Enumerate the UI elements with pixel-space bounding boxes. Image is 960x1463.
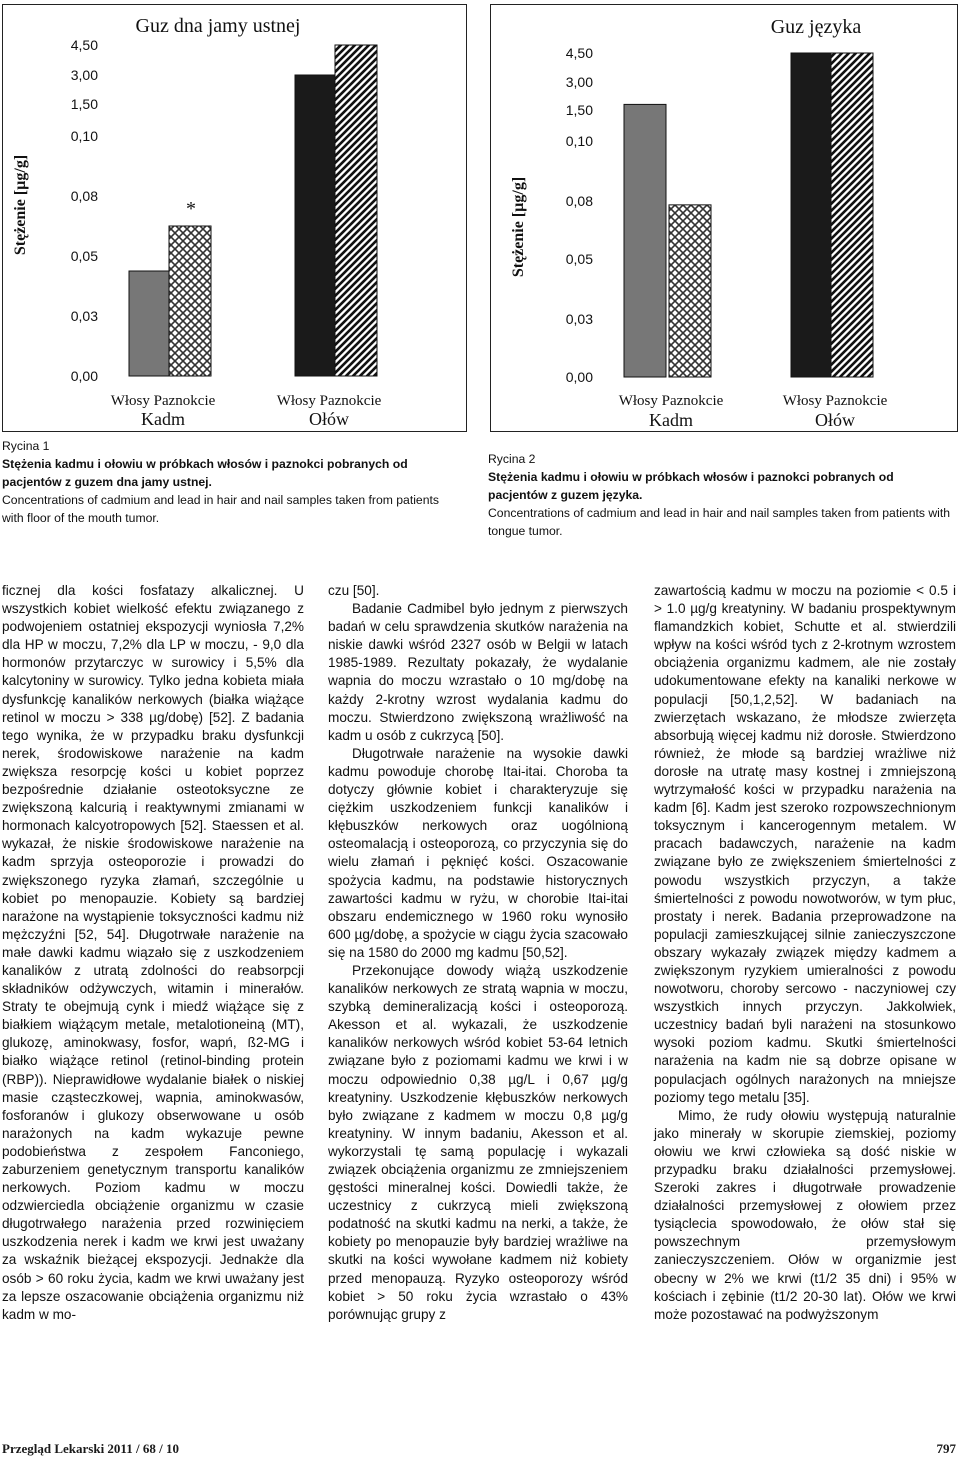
bar-ołów-nails [335, 45, 377, 376]
y-tick-label: 1,50 [565, 102, 593, 118]
y-tick-label: 0,10 [565, 133, 593, 149]
figure-2-caption-polish: Stężenia kadmu i ołowiu w próbkach włosów i paznokci pobranych od pacjentów z guzem języka. [488, 470, 894, 502]
figure-2-chart [490, 4, 958, 432]
body-column-2 [328, 582, 628, 1324]
y-axis-label: Stężenie [µg/g] [510, 176, 527, 278]
chart-title: Guz dna jamy ustnej [135, 15, 301, 37]
body-column-3 [654, 582, 956, 1324]
significance-marker: * [186, 198, 196, 220]
bar-kadm-nails [169, 226, 211, 376]
y-tick-label: 0,08 [70, 188, 98, 204]
figure-1-caption-english: Concentrations of cadmium and lead in hair and nail samples taken from patients with floor of the mouth tumor. [2, 493, 439, 525]
figure-2-svg [491, 5, 959, 433]
figure-1-caption-polish: Stężenia kadmu i ołowiu w próbkach włosów i paznokci pobranych od pacjentów z guzem dna jamy ustnej. [2, 457, 408, 489]
y-tick-label: 1,50 [70, 96, 98, 112]
bar-ołów-hair [791, 53, 833, 377]
figure-1-chart [2, 4, 467, 432]
bar-kadm-nails [669, 205, 711, 377]
col2-paragraph-3: Długotrwałe narażenie na wysokie dawki kadmu powoduje chorobę Itai-itai. Choroba ta dotyczy głównie kobiet i charakteryzuje się ciężkim uszkodzeniem funkcji kanalików i kłębuszków nerkowych oraz uogólnioną osteomalacją i osteoporozą, co przyczynia się do wielu złamań i pęknięć kości. Oszacowanie spożycia kadmu, na podstawie historycznych zawartości kadmu w ryżu, w chorobie Itai-itai obszaru endemicznego w 1960 roku wynosiło 600 µg/dobę, a spożycie w ciągu życia szacowało się na 1580 do 2000 mg kadmu [50,52]. [328, 745, 628, 960]
y-axis-label: Stężenie [µg/g] [12, 154, 29, 256]
y-tick-label: 0,10 [70, 128, 98, 144]
group-label: Kadm [141, 409, 185, 429]
figure-1-caption [2, 437, 452, 527]
body-column-1 [2, 582, 304, 1324]
col3-paragraph-1: zawartością kadmu w moczu na poziomie < 0.5 i > 1.0 µg/g kreatyniny. W badaniu prospektywnym flamandzkich kobiet, Schutte et al. stwierdzili wpływ na kości wśród tych z 2-krotnym wzrostem obciążenia organizmu kadmem, ale nie zostały udokumentowane efekty na kanaliki nerkowe w populacji [50,1,2,52]. W badaniach na zwierzętach wskazano, że młodsze zwierzęta absorbują więcej kadmu niż dorosłe. Stwierdzono również, że młode są bardziej wrażliwe niż dorosłe na utratę masy kostnej i zmniejszoną wytrzymałość kości w przypadku narażenia na kadm [6]. Kadm jest szeroko rozpowszechnionym toksycznym i kancerogennym metalem. W pracach badawczych, narażenie na kadm związane było ze zwiększeniem śmiertelności z powodu wszystkich przyczyn, a także śmiertelności z powodu nowotworów, w tym płuc, prostaty i nerek. Badania przeprowadzone na populacji zamieszkującej silnie zanieczyszczone obszary wykazały związek między kadmem a zwiększonym ryzykiem umieralności z powodu nowotworu, choroby sercowo - naczyniowej czy wszystkich innych przyczyn. Jakkolwiek, uczestnicy badań byli narażeni na stosunkowo wysoki poziom kadmu. Skutki śmiertelności narażenia na kadm nie są dobrze opisane w populacjach ogólnych narażonych na mniejsze poziomy tego metalu [35]. [654, 583, 956, 1105]
y-tick-label: 0,03 [565, 311, 593, 327]
bar-ołów-nails [831, 53, 873, 377]
category-label: Włosy Paznokcie [110, 393, 216, 409]
col2-paragraph-4: Przekonujące dowody wiążą uszkodzenie kanalików nerkowych ze stratą wapnia w moczu, szybką demineralizacją kości i osteoporozą. Akesson et al. wykazali, że uszkodzenie kanalików nerkowych wśród kobiet 53-64 letnich związane było z poziomami kadmu we krwi i w moczu odpowiednio 0,38 µg/L i 0,67 µg/g kreatyniny. Uszkodzenie kłębuszków nerkowych było związane z kadmem w moczu 0,8 µg/g kreatyniny. W innym badaniu, Akesson et al. wykorzystali tę samą populację i wykazali związek obciążenia organizmu ze zmniejszeniem gęstości mineralnej kości. Dowiedli także, że uczestnicy z cukrzycą mieli zwiększoną podatność na skutki kadmu na nerki, a także, że kobiety po menopauzie były bardziej wrażliwe na skutki na kości wywołane kadmem niż kobiety przed menopauzą. Ryzyko osteoporozy wśród kobiet > 50 roku życia wzrastało o 43% porównując grupy z [328, 962, 628, 1322]
group-label: Kadm [649, 410, 693, 430]
y-tick-label: 3,00 [565, 74, 593, 90]
y-tick-label: 4,50 [565, 45, 593, 61]
y-tick-label: 4,50 [70, 37, 98, 53]
figure-2-caption [488, 450, 956, 540]
col2-paragraph-2: Badanie Cadmibel było jednym z pierwszych badań w celu sprawdzenia skutków narażenia na niskie dawki wśród 2327 osób w Belgii w latach 1985-1989. Rezultaty pokazały, że wydalanie wapnia do moczu wzrastało o 10 mg/dobę na każdy 2-krotny wzrost wydalania kadmu do moczu. Stwierdzono zwiększoną wrażliwość na kadm u osób z cukrzycą [50]. [328, 601, 628, 743]
y-tick-label: 0,03 [70, 308, 98, 324]
col1-paragraph-1: ficznej dla kości fosfatazy alkalicznej. U wszystkich kobiet wielkość efektu związanego z podwojeniem ostatniej ekspozycji wyniosła 7,2% dla HP w moczu, 7,2% dla LP w moczu, - 9,0 dla hormonów przytarczyc w surowicy i 5,5% dla kalcytoniny w surowicy. Tylko jedna kobieta miała dysfunkcję kanalików nerkowych (białka wiążące retinol w moczu > 338 µg/dobę) [52]. Z badania tego wynika, że w przypadku braku dysfunkcji nerek, środowiskowe narażenie na kadm zwiększa resorpcję kości u kobiet poprzez bezpośrednie działanie osteotoksyczne ze zwiększoną kalcurią i reaktywnymi zmianami w hormonach kalcyotropowych [52]. Staessen et al. wykazał, że niskie środowiskowe narażenie na kadm sprzyja osteoporozie i prowadzi do zwiększonego ryzyka złamań, szczególnie u kobiet po menopauzie. Kobiety są bardziej narażone na wystąpienie toksyczności kadmu niż mężczyźni [52, 54]. Długotrwałe narażenie na małe dawki kadmu wiązało się z uszkodzeniem kanalików z utratą zdolności do reabsorpcji składników odżywczych, witamin i minerałów. Straty te obejmują cynk i miedź wiążące się z białkiem wiążącym metale, metalotioneiną (MT), glukozę, aminokwasy, fosfor, wapń, ß2-MG i białko wiążące retinol (retinol-binding protein (RBP)). Nieprawidłowe wydalanie białek o niskiej masie cząsteczkowej, wapnia, aminokwasów, fosforanów i glukozy obserwowane u osób narażonych na kadm wykazuje pewne podobieństwa z zespołem Fanconiego, zaburzeniem genetycznym transportu kanalików nerkowych. Poziom kadmu w moczu odzwierciedla obciążenie organizmu w czasie długotrwałego narażenia przed rozwinięciem uszkodzenia nerek i kadm we krwi jest uważany za wskaźnik bieżącej ekspozycji. Jednakże dla osób > 60 roku życia, kadm we krwi uważany jest za lepsze oszacowanie obciążenia organizmu niż kadm w mo- [2, 583, 304, 1322]
category-label: Włosy Paznokcie [276, 393, 382, 409]
y-tick-label: 0,05 [70, 248, 98, 264]
group-label: Ołów [815, 410, 855, 430]
y-tick-label: 3,00 [70, 67, 98, 83]
y-tick-label: 0,08 [565, 193, 593, 209]
y-tick-label: 0,05 [565, 251, 593, 267]
y-tick-label: 0,00 [565, 369, 593, 385]
bar-ołów-hair [295, 75, 337, 376]
group-label: Ołów [309, 409, 349, 429]
bar-kadm-hair [624, 104, 666, 377]
figure-1-svg [3, 5, 468, 433]
figure-2-caption-english: Concentrations of cadmium and lead in hair and nail samples taken from patients with tongue tumor. [488, 506, 951, 538]
category-label: Włosy Paznokcie [782, 393, 888, 409]
figure-2-label: Rycina 2 [488, 452, 536, 466]
y-tick-label: 0,00 [70, 368, 98, 384]
figure-1-label: Rycina 1 [2, 439, 50, 453]
category-label: Włosy Paznokcie [618, 393, 724, 409]
page-number: 797 [936, 1441, 956, 1456]
col3-paragraph-2: Mimo, że rudy ołowiu występują naturalnie jako minerały w skorupie ziemskiej, poziomy ołowiu we krwi człowieka są dość niskie w przypadku braku działalności przemysłowej. Szeroki zakres i długotrwałe prowadzenie działalności przemysłowej z ołowiem przez tysiąclecia spowodowało, że ołów stał się powszechnym przemysłowym zanieczyszczeniem. Ołów w organizmie jest obecny w 2% we krwi (t1/2 35 dni) i 95% w kościach i zębinie (t1/2 20-30 lat). Ołów we krwi może pozostawać na podwyższonym [654, 1107, 956, 1322]
journal-footer: Przegląd Lekarski 2011 / 68 / 10 [2, 1441, 179, 1456]
chart-title: Guz języka [770, 16, 862, 38]
col2-paragraph-1: czu [50]. [328, 583, 380, 598]
bar-kadm-hair [129, 271, 171, 376]
